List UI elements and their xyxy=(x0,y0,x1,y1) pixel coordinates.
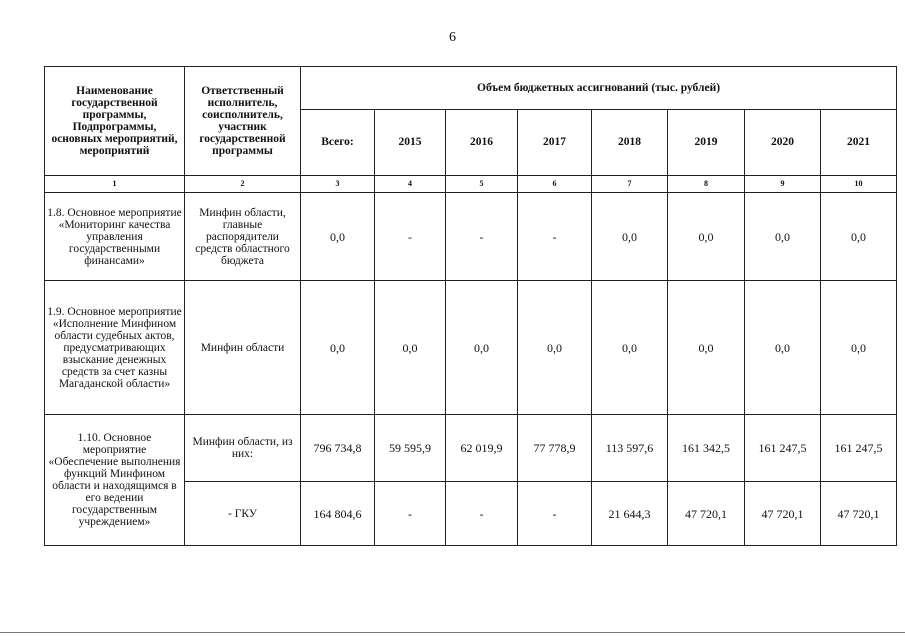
header-year: 2021 xyxy=(821,110,897,176)
value-cell: 47 720,1 xyxy=(821,482,897,546)
header-row xyxy=(45,67,897,110)
value-cell: 0,0 xyxy=(668,281,745,414)
value-cell: 113 597,6 xyxy=(592,414,668,482)
header-year: 2020 xyxy=(745,110,821,176)
value-cell: 0,0 xyxy=(301,281,375,414)
header-year: 2015 xyxy=(375,110,446,176)
column-number: 7 xyxy=(592,175,668,192)
value-cell: - xyxy=(518,482,592,546)
header-budget: Объем бюджетных ассигнований (тыс. рублей) xyxy=(301,67,897,110)
column-number-row xyxy=(45,175,897,192)
header-total: Всего: xyxy=(301,110,375,176)
value-cell: 796 734,8 xyxy=(301,414,375,482)
value-cell: 47 720,1 xyxy=(668,482,745,546)
value-cell: 161 342,5 xyxy=(668,414,745,482)
value-cell: 161 247,5 xyxy=(745,414,821,482)
value-cell: 0,0 xyxy=(518,281,592,414)
value-cell: - xyxy=(446,193,518,281)
column-number: 1 xyxy=(45,175,185,192)
value-cell: 0,0 xyxy=(301,193,375,281)
header-year: 2018 xyxy=(592,110,668,176)
value-cell: 0,0 xyxy=(821,193,897,281)
table-row xyxy=(45,281,897,414)
value-cell: - xyxy=(375,482,446,546)
header-year: 2017 xyxy=(518,110,592,176)
column-number: 5 xyxy=(446,175,518,192)
value-cell: 161 247,5 xyxy=(821,414,897,482)
value-cell: 0,0 xyxy=(745,281,821,414)
scan-edge-line xyxy=(0,632,905,633)
value-cell: 0,0 xyxy=(668,193,745,281)
table-row xyxy=(45,414,897,482)
column-number: 10 xyxy=(821,175,897,192)
executor-cell: - ГКУ xyxy=(185,482,301,546)
table-row xyxy=(45,193,897,281)
value-cell: 164 804,6 xyxy=(301,482,375,546)
column-number: 2 xyxy=(185,175,301,192)
column-number: 8 xyxy=(668,175,745,192)
value-cell: 0,0 xyxy=(821,281,897,414)
value-cell: 47 720,1 xyxy=(745,482,821,546)
column-number: 6 xyxy=(518,175,592,192)
value-cell: 77 778,9 xyxy=(518,414,592,482)
executor-cell: Минфин области, из них: xyxy=(185,414,301,482)
column-number: 3 xyxy=(301,175,375,192)
value-cell: 21 644,3 xyxy=(592,482,668,546)
value-cell: - xyxy=(518,193,592,281)
value-cell: 0,0 xyxy=(592,281,668,414)
value-cell: 0,0 xyxy=(592,193,668,281)
value-cell: 0,0 xyxy=(745,193,821,281)
measure-name: 1.9. Основное мероприятие «Исполнение Минфином области судебных актов, предусматривающих взыскание денежных средств за счет казны Магаданской области» xyxy=(45,281,185,414)
value-cell: - xyxy=(446,482,518,546)
value-cell: 62 019,9 xyxy=(446,414,518,482)
column-number: 4 xyxy=(375,175,446,192)
header-name: Наименование государственной программы, Подпрограммы, основных мероприятий, мероприятий xyxy=(45,67,185,176)
budget-table xyxy=(44,66,897,546)
value-cell: 0,0 xyxy=(375,281,446,414)
executor-cell: Минфин области, главные распорядители средств областного бюджета xyxy=(185,193,301,281)
measure-name: 1.10. Основное мероприятие «Обеспечение выполнения функций Минфином области и находящимся в его ведении государственным учреждением» xyxy=(45,414,185,545)
header-year: 2016 xyxy=(446,110,518,176)
value-cell: - xyxy=(375,193,446,281)
value-cell: 59 595,9 xyxy=(375,414,446,482)
executor-cell: Минфин области xyxy=(185,281,301,414)
header-year: 2019 xyxy=(668,110,745,176)
page-number: 6 xyxy=(449,30,456,45)
column-number: 9 xyxy=(745,175,821,192)
value-cell: 0,0 xyxy=(446,281,518,414)
header-executor: Ответственный исполнитель, соисполнитель, участник государственной программы xyxy=(185,67,301,176)
measure-name: 1.8. Основное мероприятие «Мониторинг качества управления государственными финансами» xyxy=(45,193,185,281)
